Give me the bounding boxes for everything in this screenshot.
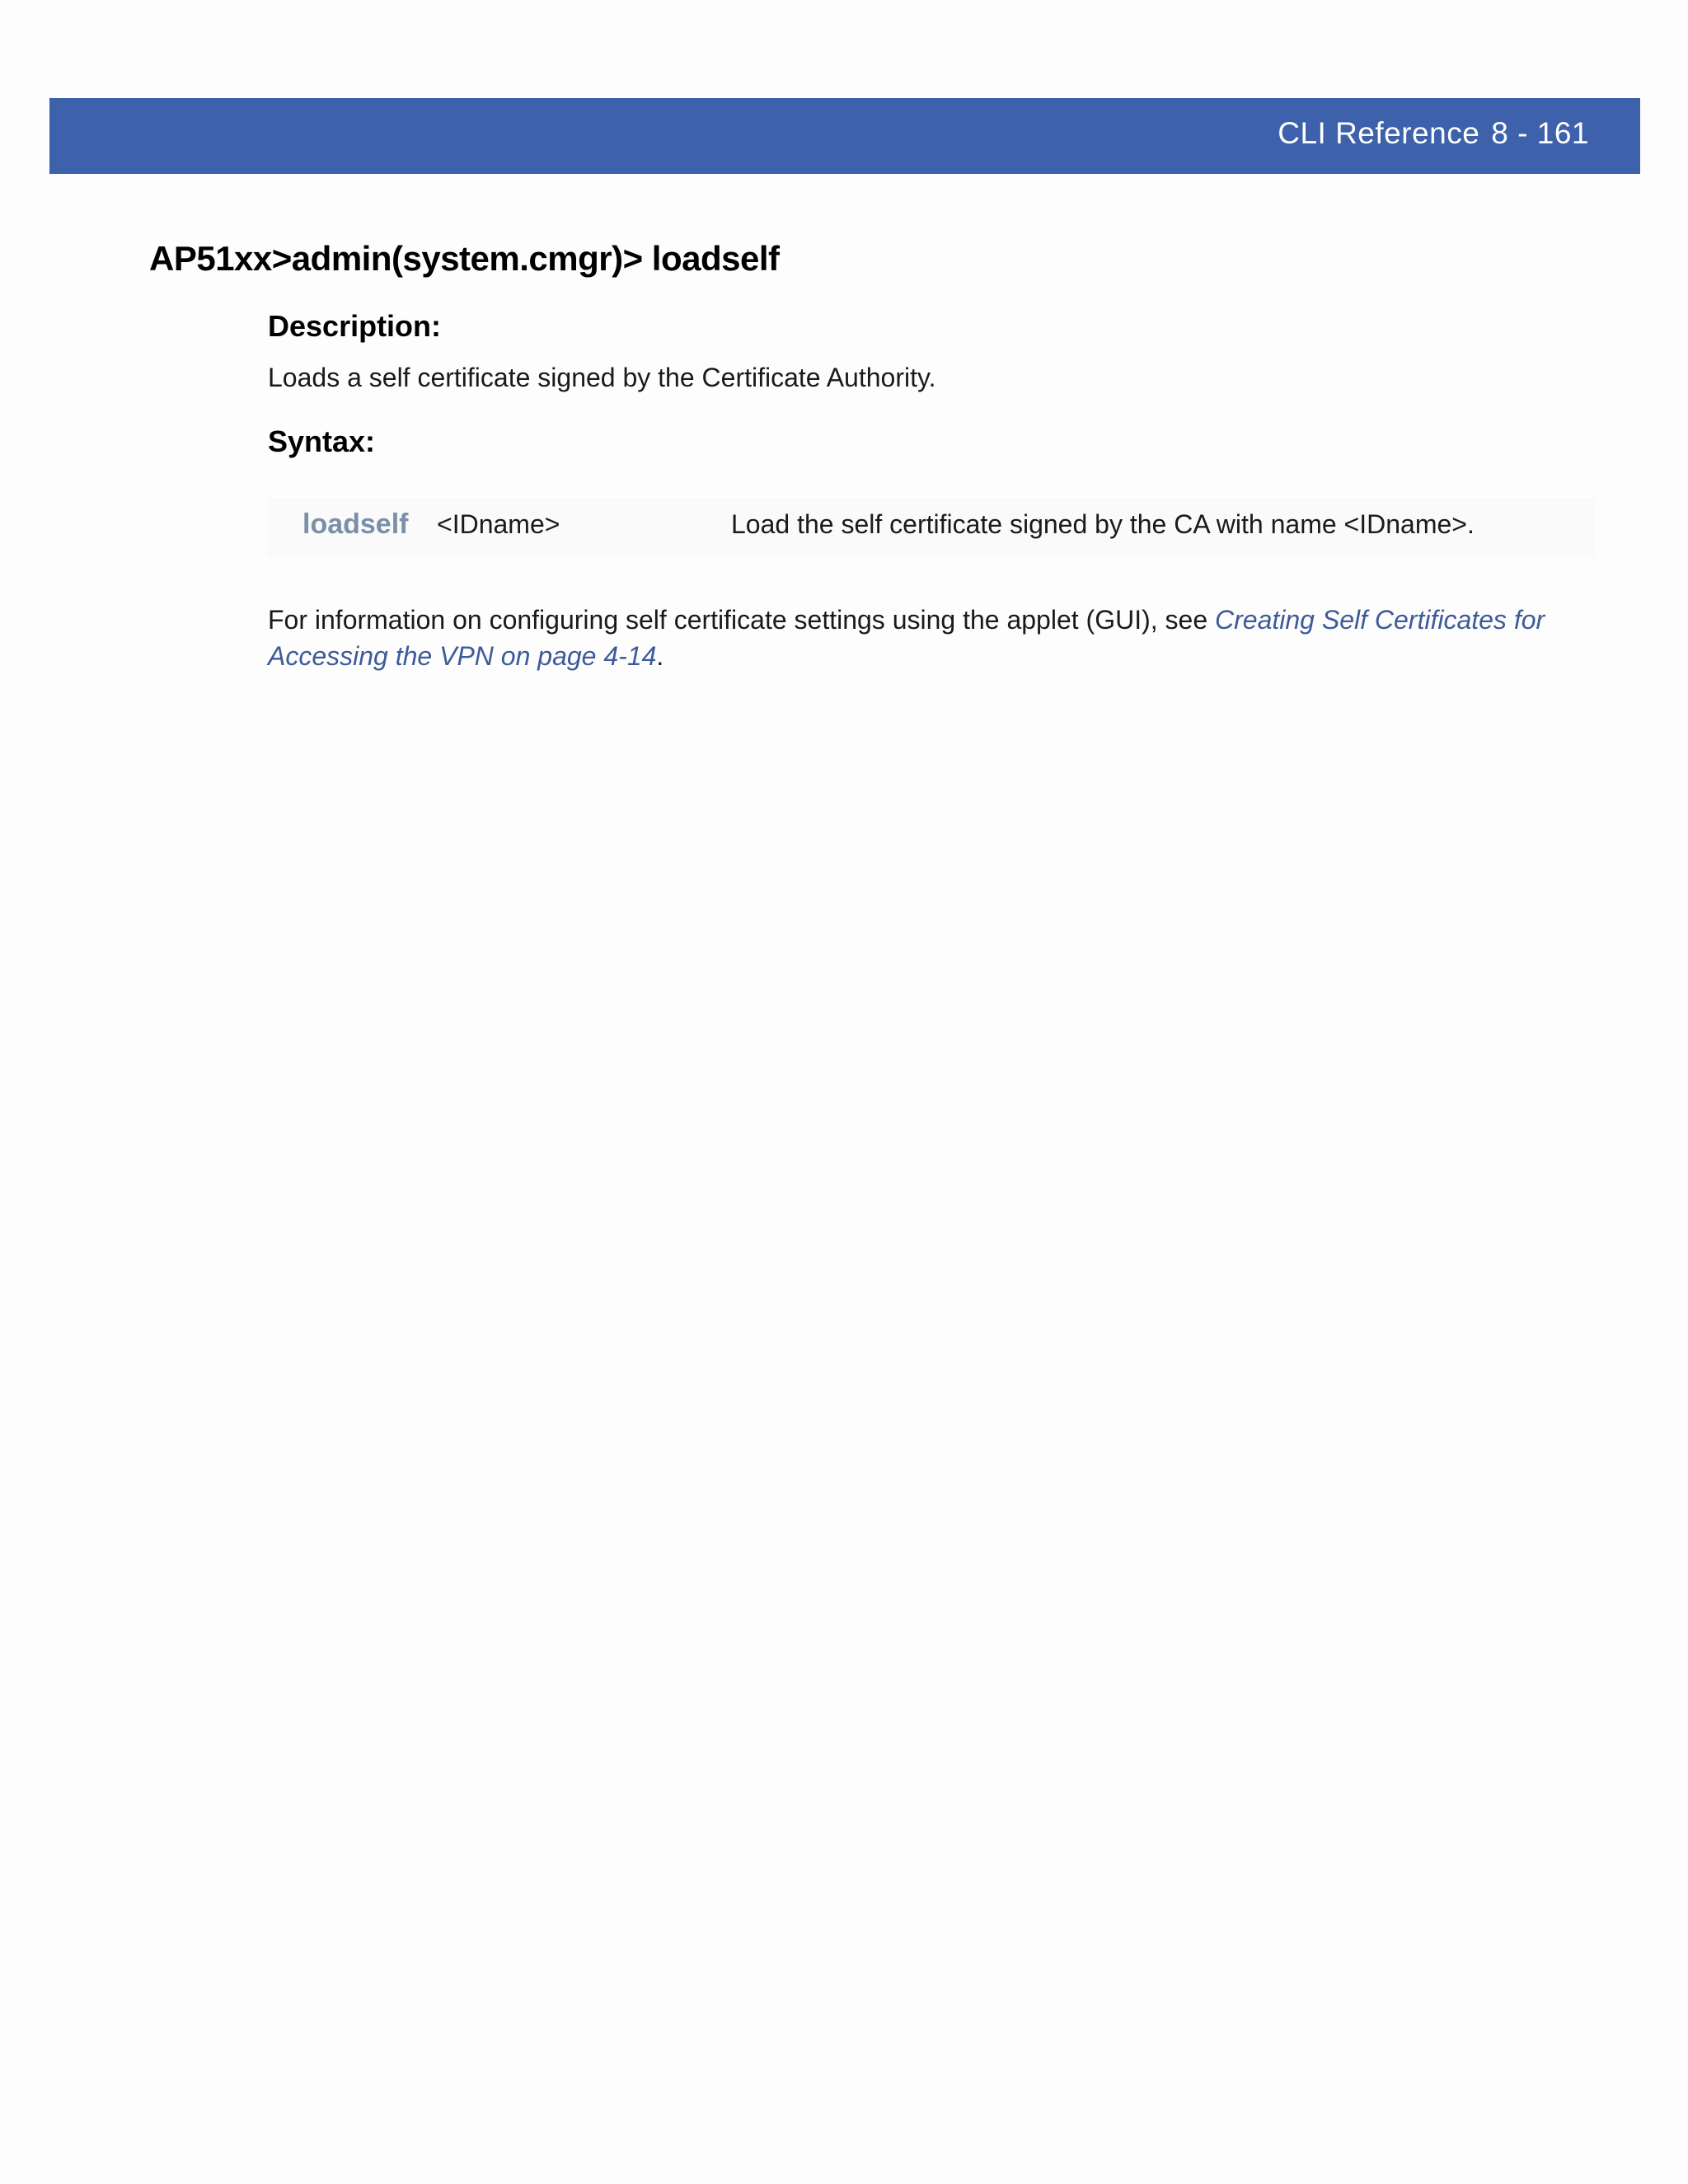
- info-paragraph: [268, 602, 1603, 674]
- header-page-number: 8 - 161: [1491, 116, 1589, 150]
- info-text-end: .: [656, 641, 664, 671]
- header-section-title: CLI Reference: [1278, 116, 1480, 150]
- syntax-heading: Syntax:: [268, 424, 376, 458]
- page-header-bar: [49, 98, 1640, 174]
- syntax-command: loadself: [302, 509, 409, 540]
- description-heading: Description:: [268, 309, 442, 343]
- header-text: [1278, 116, 1589, 151]
- command-title: AP51xx>admin(system.cmgr)> loadself: [149, 239, 780, 278]
- syntax-parameter: <IDname>: [437, 509, 560, 539]
- description-text: Loads a self certificate signed by the Certificate Authority.: [268, 363, 936, 392]
- cross-reference-link[interactable]: Creating Self Certificates for Accessing the VPN on page 4-14: [268, 605, 1545, 671]
- info-text: For information on configuring self certificate settings using the applet (GUI), see: [268, 605, 1215, 635]
- syntax-explanation: Load the self certificate signed by the CA with name <IDname>.: [731, 509, 1475, 539]
- syntax-table-row: [268, 498, 1595, 557]
